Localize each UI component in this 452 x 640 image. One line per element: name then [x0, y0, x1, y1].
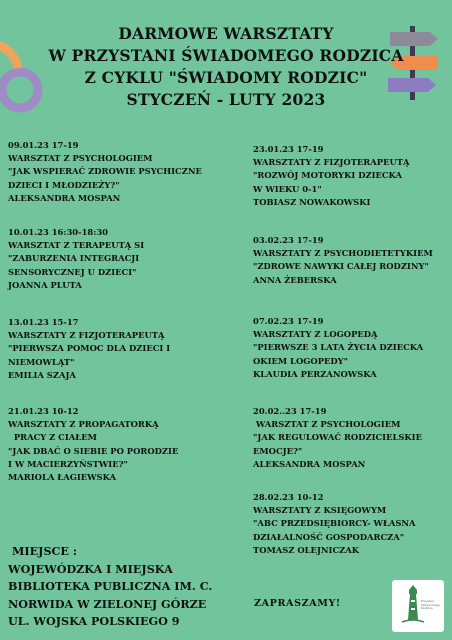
- event-title: "JAK DBAĆ O SIEBIE PO PORODZIE: [8, 445, 179, 456]
- event-type: WARSZTATY Z FIZJOTERAPEUTĄ: [253, 157, 410, 168]
- venue-line: UL. WOJSKA POLSKIEGO 9: [8, 614, 180, 629]
- logo-line: Świadomego: [421, 602, 441, 607]
- event-date: 20.02..23 17-19: [253, 406, 327, 416]
- event-type: WARSZTAT Z PSYCHOLOGIEM: [253, 419, 401, 430]
- event-host: ANNA ŻEBERSKA: [253, 274, 337, 285]
- event-title: "PIERWSZE 3 LATA ŻYCIA DZIECKA: [253, 342, 424, 353]
- event-title: "JAK REGULOWAĆ RODZICIELSKIE: [253, 432, 422, 443]
- event-date: 03.02.23 17-19: [253, 235, 324, 245]
- event-block: [253, 405, 422, 471]
- event-type: WARSZTATY Z KSIĘGOWYM: [253, 505, 387, 516]
- title-line: STYCZEŃ - LUTY 2023: [126, 90, 326, 109]
- event-type: WARSZTATY Z LOGOPEDĄ: [253, 329, 378, 340]
- event-title: "JAK WSPIERAĆ ZDROWIE PSYCHICZNE: [8, 166, 202, 177]
- event-host: TOMASZ OLEJNICZAK: [253, 544, 360, 555]
- event-title: EMOCJE?": [253, 445, 303, 456]
- library-logo-icon: [392, 580, 444, 632]
- event-title: DZIECI I MŁODZIEŻY?": [8, 179, 120, 190]
- event-title: "ZDROWE NAWYKI CAŁEJ RODZINY": [253, 261, 429, 272]
- event-title: "ROZWÓJ MOTORYKI DZIECKA: [253, 170, 402, 181]
- event-host: TOBIASZ NOWAKOWSKI: [253, 196, 371, 207]
- invite-text: ZAPRASZAMY!: [254, 598, 341, 609]
- event-date: 13.01.23 15-17: [8, 317, 79, 327]
- event-title: I W MACIERZYŃSTWIE?": [8, 458, 128, 469]
- event-host: EMILIA SZAJA: [8, 369, 76, 380]
- event-title: "ABC PRZEDSIĘBIORCY- WŁASNA: [253, 518, 416, 529]
- logo-text: [421, 600, 440, 611]
- event-host: ALEKSANDRA MOSPAN: [253, 458, 366, 469]
- event-block: [8, 405, 178, 484]
- event-block: [8, 139, 202, 205]
- event-block: [253, 143, 409, 209]
- venue-heading: MIEJSCE :: [12, 544, 77, 558]
- venue-block: [8, 543, 212, 631]
- event-host: ALEKSANDRA MOSPAN: [8, 192, 121, 203]
- event-type: WARSZTATY Z FIZJOTERAPEUTĄ: [8, 330, 165, 341]
- event-block: [253, 234, 433, 287]
- event-title: DZIAŁALNOŚĆ GOSPODARCZA": [253, 531, 405, 542]
- event-type: WARSZTATY Z PROPAGATORKĄ: [8, 419, 159, 430]
- event-host: KLAUDIA PERZANOWSKA: [253, 368, 377, 379]
- event-host: MARIOLA ŁAGIEWSKA: [8, 472, 117, 483]
- event-date: 10.01.23 16:30-18:30: [8, 227, 108, 237]
- venue-line: NORWIDA W ZIELONEJ GÓRZE: [8, 596, 207, 611]
- event-title: "PIERWSZA POMOC DLA DZIECI I: [8, 343, 171, 354]
- event-title: OKIEM LOGOPEDY": [253, 355, 348, 366]
- venue-line: BIBLIOTEKA PUBLICZNA IM. C.: [8, 579, 213, 594]
- event-type: WARSZTATY Z PSYCHODIETETYKIEM: [253, 248, 433, 259]
- event-block: [8, 226, 144, 292]
- event-date: 09.01.23 17-19: [8, 140, 79, 150]
- title-line: W PRZYSTANI ŚWIADOMEGO RODZICA: [48, 46, 404, 65]
- event-block: [253, 315, 423, 381]
- event-title: "ZABURZENIA INTEGRACJI: [8, 253, 140, 264]
- event-date: 07.02.23 17-19: [253, 316, 324, 326]
- event-block: [8, 316, 170, 382]
- event-date: 21.01.23 10-12: [8, 406, 79, 416]
- event-host: JOANNA PLUTA: [8, 279, 82, 290]
- event-title: NIEMOWLĄT": [8, 356, 75, 367]
- event-date: 28.02.23 10-12: [253, 492, 324, 502]
- logo-line: Przystań: [421, 599, 434, 603]
- event-title: SENSORYCZNEJ U DZIECI": [8, 266, 137, 277]
- event-block: [253, 491, 416, 557]
- poster-title: [0, 23, 452, 111]
- event-title: W WIEKU 0-1": [253, 183, 322, 194]
- event-type: WARSZTAT Z PSYCHOLOGIEM: [8, 153, 153, 164]
- event-type: PRACY Z CIAŁEM: [8, 432, 97, 443]
- event-date: 23.01.23 17-19: [253, 144, 324, 154]
- title-line: Z CYKLU "ŚWIADOMY RODZIC": [84, 68, 368, 87]
- logo-line: Rodzica: [421, 606, 433, 611]
- title-line: DARMOWE WARSZTATY: [118, 24, 334, 43]
- venue-line: WOJEWÓDZKA I MIEJSKA: [8, 561, 173, 576]
- event-type: WARSZTAT Z TERAPEUTĄ SI: [8, 240, 145, 251]
